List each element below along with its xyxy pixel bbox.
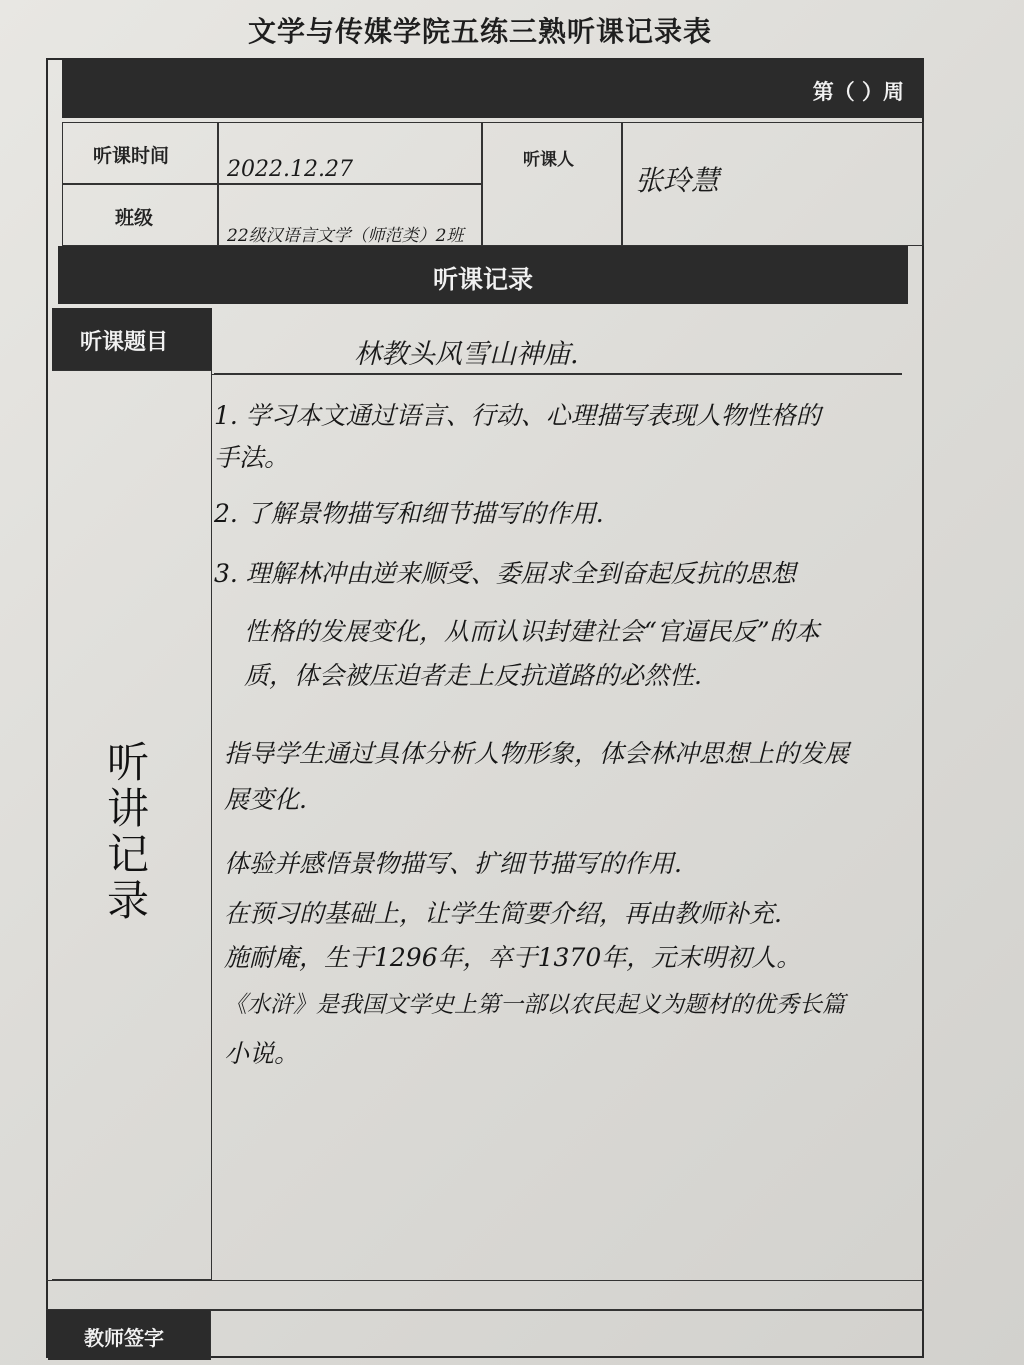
listener-value: 张玲慧 [635,164,720,197]
note-line: 1. 学习本文通过语言、行动、心理描写表现人物性格的 [214,401,821,430]
week-label: 第（ ）周 [812,80,904,104]
note-line: 手法。 [214,443,290,472]
note-line: 小说。 [224,1039,300,1068]
class-value-cell [218,184,482,246]
signature-field[interactable] [210,1310,924,1360]
week-header-bar [62,60,924,118]
class-value: 22级汉语言文学（师范类）2班 [227,226,464,246]
time-label-cell [62,122,218,184]
time-value: 2022.12.27 [227,157,353,182]
note-line: 在预习的基础上，让学生简要介绍，再由教师补充. [224,899,782,928]
class-label: 班级 [115,207,154,229]
class-label-cell [62,184,218,246]
topic-value: 林教头风雪山神庙. [354,339,579,370]
note-line: 体验并感悟景物描写、扩细节描写的作用. [224,849,682,878]
topic-value-cell [214,308,902,374]
form-title: 文学与传媒学院五练三熟听课记录表 [247,15,712,48]
note-line: 3. 理解林冲由逆来顺受、委屈求全到奋起反抗的思想 [214,559,796,588]
record-header-bar [58,246,908,304]
note-line: 《水浒》是我国文学史上第一部以农民起义为题材的优秀长篇 [224,992,845,1018]
spacer-row [46,1280,924,1310]
note-line: 展变化. [224,785,307,814]
note-line: 质，体会被压迫者走上反抗道路的必然性. [244,661,702,690]
record-header: 听课记录 [432,265,533,294]
topic-label: 听课题目 [80,330,169,355]
note-line: 指导学生通过具体分析人物形象，体会林冲思想上的发展 [224,739,850,768]
signature-label: 教师签字 [84,1326,164,1350]
time-label: 听课时间 [93,145,170,167]
signature-label-bar [48,1310,210,1360]
listener-value-cell [622,122,924,246]
time-value-cell [218,122,482,184]
lecture-label: 听讲记录 [106,738,149,925]
observation-form [46,58,924,1358]
listener-label: 听课人 [523,150,574,170]
note-line: 2. 了解景物描写和细节描写的作用. [214,499,604,528]
note-line: 性格的发展变化，从而认识封建社会“官逼民反”的本 [244,617,820,646]
listener-label-cell [482,122,622,246]
topic-label-bar [52,308,212,370]
note-line: 施耐庵，生于1296年，卒于1370年，元末明初人。 [224,943,802,972]
